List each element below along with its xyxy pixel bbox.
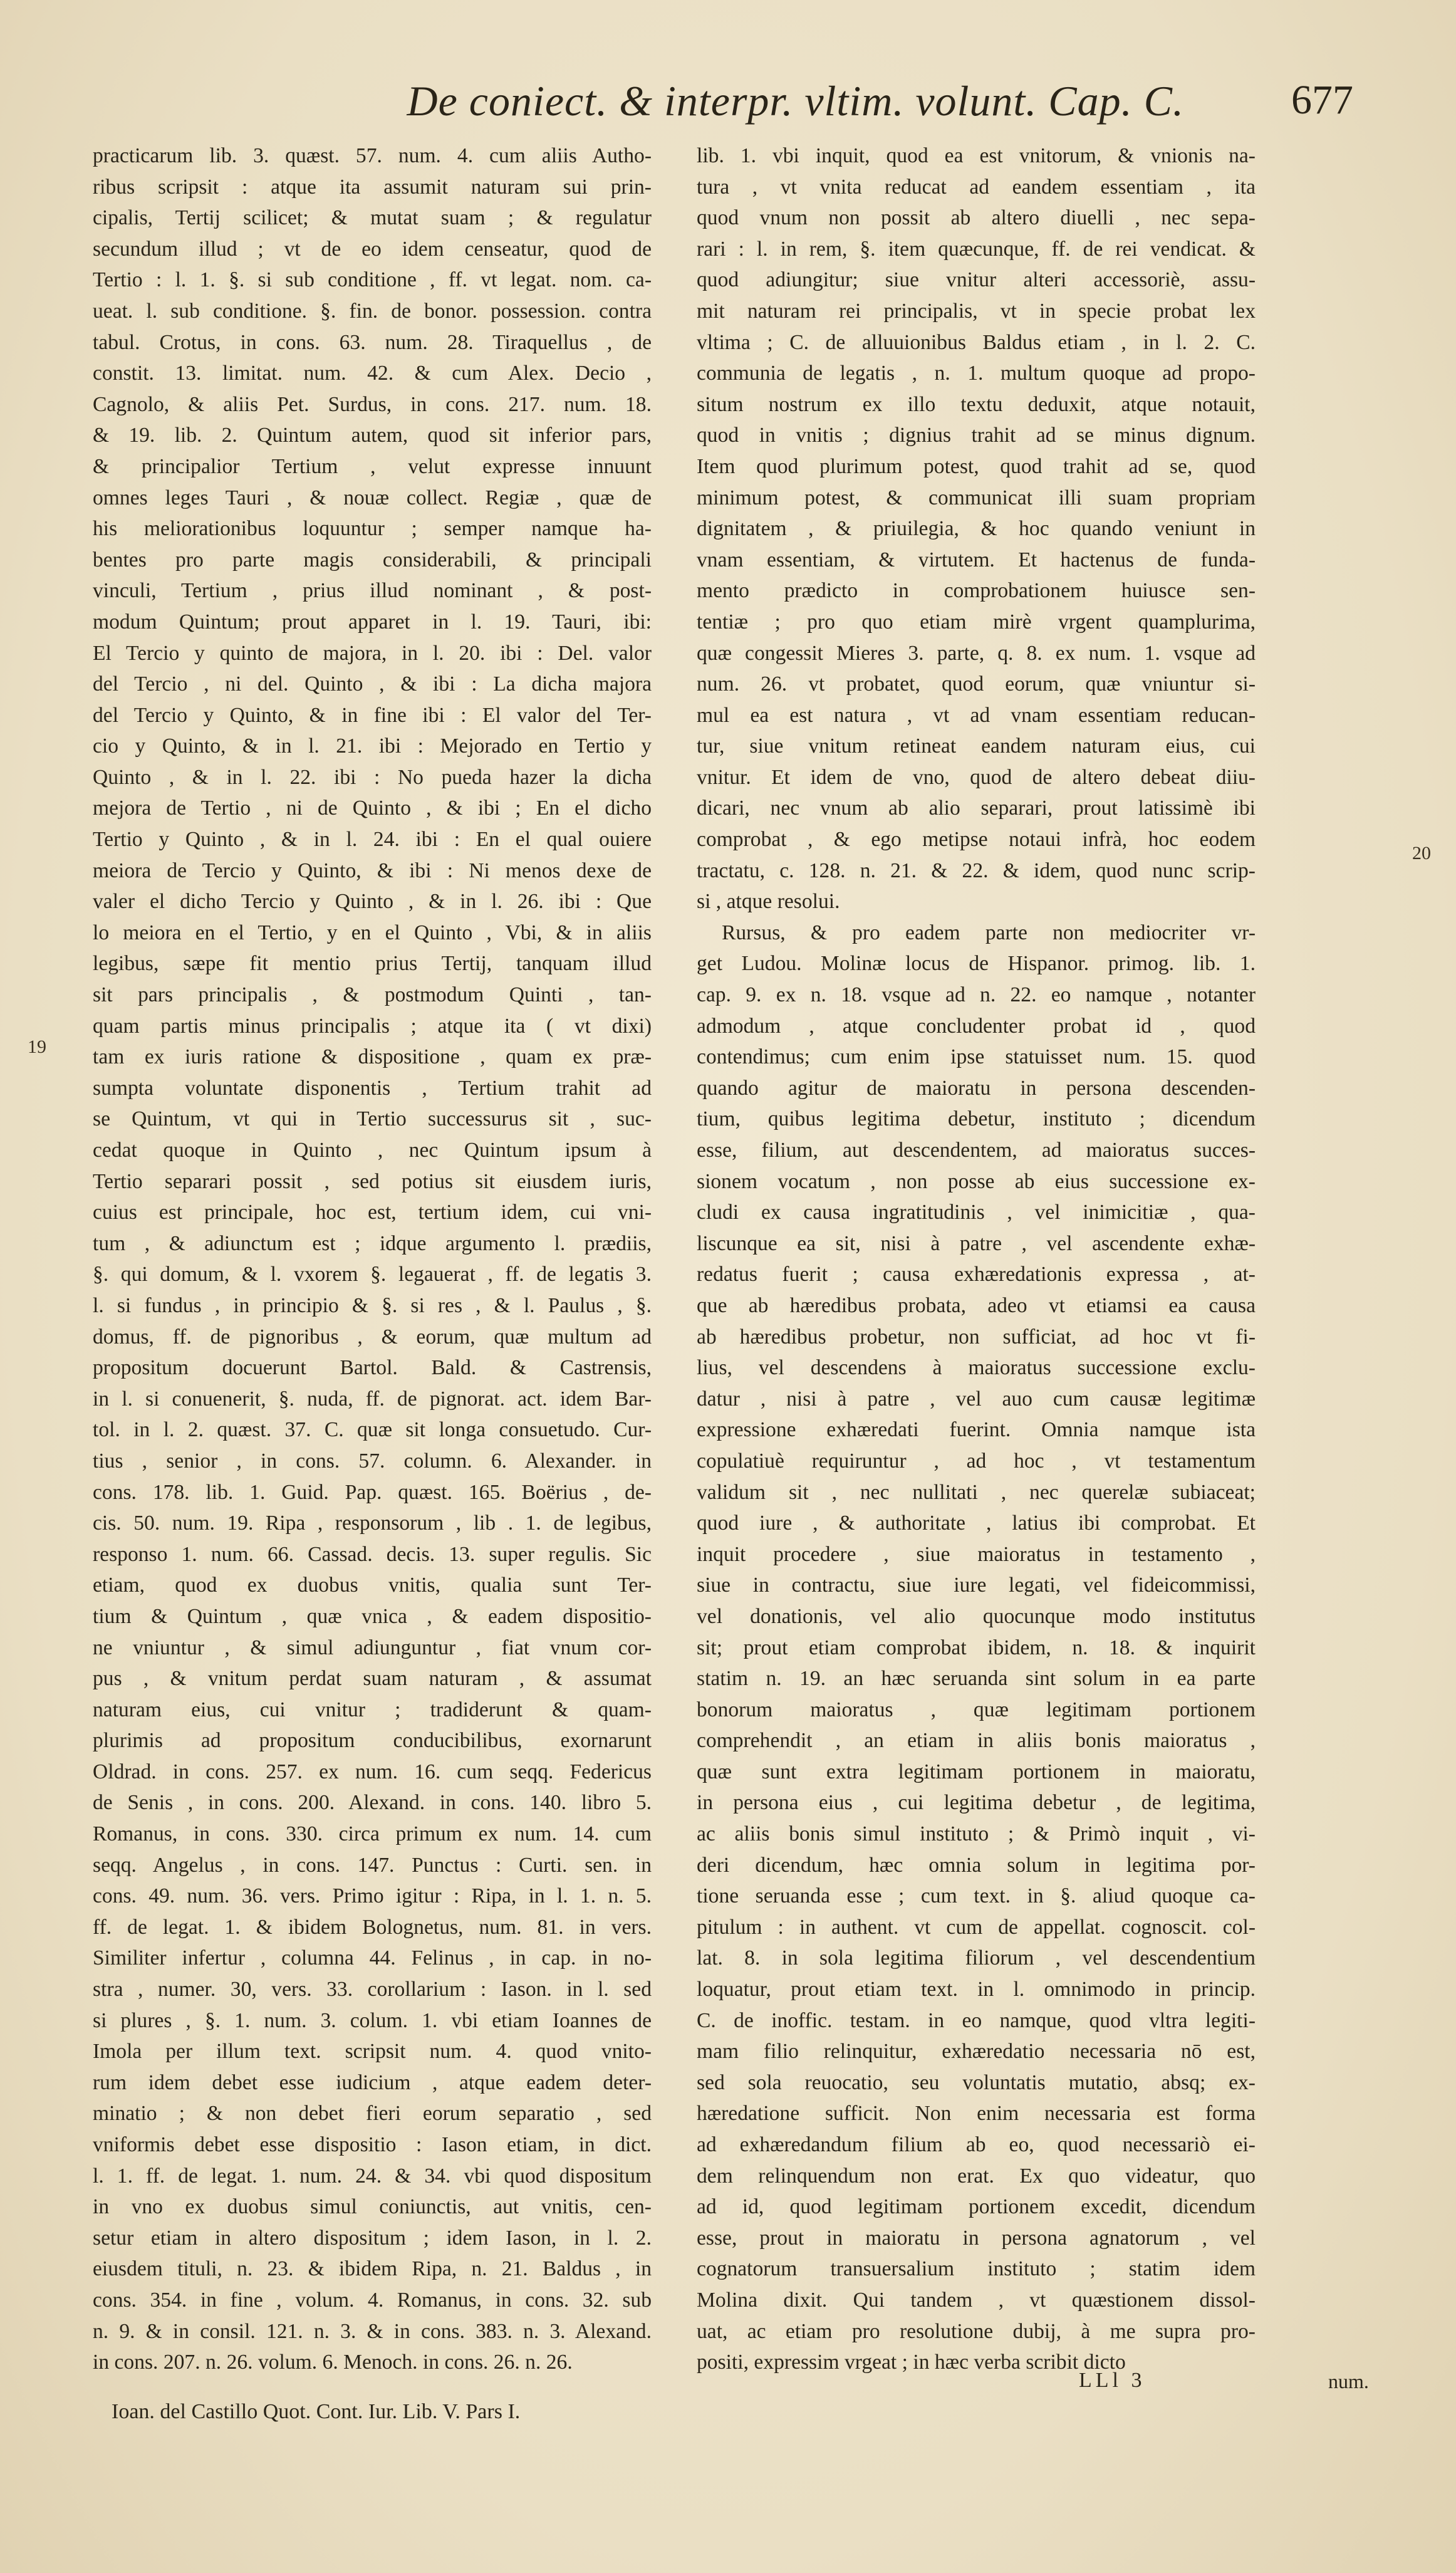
text-line: in cons. 207. n. 26. volum. 6. Menoch. in cons. 26. n. 26. xyxy=(93,2351,573,2374)
text-line: tura , vt vnita reducat ad eandem essentiam , ita xyxy=(697,175,1256,199)
text-line: esse, prout in maioratu in persona agnatorum , vel xyxy=(697,2226,1256,2250)
text-line: tium & Quintum , quæ vnica , & eadem dispositio- xyxy=(93,1604,652,1628)
text-line: ad exhæredandum filium ab eo, quod necessariò ei- xyxy=(697,2133,1256,2156)
text-line: ne vniuntur , & simul adiunguntur , fiat vnum cor- xyxy=(93,1636,652,1659)
text-line: ueat. l. sub conditione. §. fin. de bonor. possession. contra xyxy=(93,299,652,323)
margin-number-left: 19 xyxy=(28,1036,46,1057)
text-line: etiam, quod ex duobus vnitis, qualia sunt Ter- xyxy=(93,1574,652,1597)
text-line: stra , numer. 30, vers. 33. corollarium : Iason. in l. sed xyxy=(93,1978,652,2002)
text-line: si , atque resolui. xyxy=(697,890,840,914)
text-line: El Tercio y quinto de majora, in l. 20. ibi : Del. valor xyxy=(93,641,652,665)
text-line: constit. 13. limitat. num. 42. & cum Alex. Decio , xyxy=(93,362,652,385)
text-line: in vno ex duobus simul coniunctis, aut vnitis, cen- xyxy=(93,2195,652,2219)
text-line: & principalior Tertium , velut expresse innuunt xyxy=(93,454,652,478)
text-line: cio y Quinto, & in l. 21. ibi : Mejorado en Tertio y xyxy=(93,734,652,758)
page-number: 677 xyxy=(1291,77,1353,123)
text-line: §. qui domum, & l. vxorem §. legauerat , ff. de legatis 3. xyxy=(93,1263,652,1286)
text-line: ff. de legat. 1. & ibidem Bolognetus, num. 81. in vers. xyxy=(93,1915,652,1939)
text-line: sed sola reuocatio, seu voluntatis mutatio, absq; ex- xyxy=(697,2070,1256,2094)
text-line: quod in vnitis ; dignius trahit ad se minus dignum. xyxy=(697,424,1256,447)
text-line: cons. 49. num. 36. vers. Primo igitur : Ripa, in l. 1. n. 5. xyxy=(93,1884,652,1908)
text-line: Tertio : l. 1. §. si sub conditione , ff. vt legat. nom. ca- xyxy=(93,268,652,292)
text-line: n. 9. & in consil. 121. n. 3. & in cons. 383. n. 3. Alexand. xyxy=(93,2319,652,2343)
text-line: meiora de Tercio y Quinto, & ibi : Ni menos dexe de xyxy=(93,859,652,882)
text-line: vnitur. Et idem de vno, quod de altero debeat diiu- xyxy=(697,765,1256,789)
text-line: comprehendit , an etiam in aliis bonis maioratus , xyxy=(697,1729,1256,1753)
text-line: expressione exhæredati fuerint. Omnia namque ista xyxy=(697,1418,1256,1442)
text-line: quod vnum non possit ab altero diuelli , nec sepa- xyxy=(697,206,1256,230)
text-line: tentiæ ; pro quo etiam mirè vrgent quamplurima, xyxy=(697,610,1256,634)
text-line: cedat quoque in Quinto , nec Quintum ipsum à xyxy=(93,1139,652,1162)
text-line: l. si fundus , in principio & §. si res , & l. Paulus , §. xyxy=(93,1293,652,1317)
text-line: cludi ex causa ingratitudinis , vel inimicitiæ , qua- xyxy=(697,1201,1256,1224)
text-line: inquit procedere , siue maioratus in testamento , xyxy=(697,1542,1256,1566)
text-line: bentes pro parte magis considerabili, & principali xyxy=(93,548,652,571)
text-line: get Ludou. Molinæ locus de Hispanor. primog. lib. 1. xyxy=(697,952,1256,976)
text-line: Rursus, & pro eadem parte non mediocriter vr- xyxy=(722,921,1256,944)
text-line: mul ea est natura , vt ad vnam essentiam reducan- xyxy=(697,703,1256,727)
text-line: redatus fuerit ; causa exhæredationis expressa , at- xyxy=(697,1263,1256,1286)
margin-number-right: 20 xyxy=(1412,843,1431,864)
text-line: ab hæredibus probetur, non sufficiat, ad hoc vt fi- xyxy=(697,1325,1256,1349)
text-line: ac aliis bonis simul instituto ; & Primò inquit , vi- xyxy=(697,1822,1256,1846)
text-line: deri dicendum, hæc omnia solum in legitima por- xyxy=(697,1853,1256,1877)
text-line: quod iure , & authoritate , latius ibi comprobat. Et xyxy=(697,1511,1256,1535)
footer-running-title: Ioan. del Castillo Quot. Cont. Iur. Lib. V. Pars I. xyxy=(112,2400,521,2423)
text-line: dicari, nec vnum ab alio separari, prout latissimè ibi xyxy=(697,796,1256,820)
text-line: Item quod plurimum potest, quod trahit ad se, quod xyxy=(697,454,1256,478)
text-line: bonorum maioratus , quæ legitimam portionem xyxy=(697,1698,1256,1721)
text-line: comprobat , & ego metipse notaui infrà, hoc eodem xyxy=(697,828,1256,852)
text-line: eiusdem tituli, n. 23. & ibidem Ripa, n. 21. Baldus , in xyxy=(93,2257,652,2281)
text-line: rari : l. in rem, §. item quæcunque, ff. de rei vendicat. & xyxy=(697,237,1256,261)
text-line: quando agitur de maioratu in persona descenden- xyxy=(697,1076,1256,1100)
text-line: mit naturam rei principalis, vt in specie probat lex xyxy=(697,299,1256,323)
text-line: vnam essentiam, & virtutem. Et hactenus de funda- xyxy=(697,548,1256,571)
catchword: num. xyxy=(1328,2370,1369,2393)
text-line: domus, ff. de pignoribus , & eorum, quæ multum ad xyxy=(93,1325,652,1349)
text-line: sumpta voluntate disponentis , Tertium trahit ad xyxy=(93,1076,652,1100)
text-line: in persona eius , cui legitima debetur , de legitima, xyxy=(697,1791,1256,1815)
text-line: naturam eius, cui vnitur ; tradiderunt & quam- xyxy=(93,1698,652,1721)
text-line: plurimis ad propositum conducibilibus, exornarunt xyxy=(93,1729,652,1753)
text-line: vltima ; C. de alluuionibus Baldus etiam , in l. 2. C. xyxy=(697,330,1256,354)
text-line: quæ congessit Mieres 3. parte, q. 8. ex num. 1. vsque ad xyxy=(697,641,1256,665)
text-line: seqq. Angelus , in cons. 147. Punctus : Curti. sen. in xyxy=(93,1853,652,1877)
text-line: contendimus; cum enim ipse statuisset num. 15. quod xyxy=(697,1045,1256,1069)
text-line: siue in contractu, siue iure legati, vel fideicommissi, xyxy=(697,1574,1256,1597)
text-line: liscunque ea sit, nisi à patre , vel ascendente exhæ- xyxy=(697,1231,1256,1255)
text-line: Tertio y Quinto , & in l. 24. ibi : En el qual ouiere xyxy=(93,828,652,852)
text-line: secundum illud ; vt de eo idem censeatur, quod de xyxy=(93,237,652,261)
text-line: tum , & adiunctum est ; idque argumento l. prædiis, xyxy=(93,1231,652,1255)
text-line: copulatiuè requiruntur , ad hoc , vt testamentum xyxy=(697,1449,1256,1473)
text-line: dignitatem , & priuilegia, & hoc quando veniunt in xyxy=(697,517,1256,541)
text-line: tius , senior , in cons. 57. column. 6. Alexander. in xyxy=(93,1449,652,1473)
text-line: l. 1. ff. de legat. 1. num. 24. & 34. vbi quod dispositum xyxy=(93,2164,652,2188)
text-line: vniformis debet esse dispositio : Iason etiam, in dict. xyxy=(93,2133,652,2156)
text-line: ribus scripsit : atque ita assumit naturam sui prin- xyxy=(93,175,652,199)
text-line: vel donationis, vel alio quocunque modo institutus xyxy=(697,1604,1256,1628)
text-line: cons. 178. lib. 1. Guid. Pap. quæst. 165. Boërius , de- xyxy=(93,1480,652,1504)
text-line: responso 1. num. 66. Cassad. decis. 13. super regulis. Sic xyxy=(93,1542,652,1566)
text-line: mento prædicto in comprobationem huiusce sen- xyxy=(697,579,1256,603)
text-line: minatio ; & non debet fieri eorum separatio , sed xyxy=(93,2102,652,2126)
text-line: cons. 354. in fine , volum. 4. Romanus, in cons. 32. sub xyxy=(93,2288,652,2312)
text-line: Romanus, in cons. 330. circa primum ex num. 14. cum xyxy=(93,1822,652,1846)
text-line: tractatu, c. 128. n. 21. & 22. & idem, quod nunc scrip- xyxy=(697,859,1256,882)
text-line: setur etiam in altero dispositum ; idem Iason, in l. 2. xyxy=(93,2226,652,2250)
running-head-title: De coniect. & interpr. vltim. volunt. Cap. C. xyxy=(407,77,1184,125)
text-line: quæ sunt extra legitimam portionem in maioratu, xyxy=(697,1760,1256,1783)
text-line: valer el dicho Tercio y Quinto , & in l. 26. ibi : Que xyxy=(93,890,652,914)
text-line: cap. 9. ex n. 18. vsque ad n. 22. eo namque , notanter xyxy=(697,983,1256,1007)
text-line: omnes leges Tauri , & nouæ collect. Regiæ , quæ de xyxy=(93,486,652,509)
text-line: vinculi, Tertium , prius illud nominant , & post- xyxy=(93,579,652,603)
text-line: tium, quibus legitima debetur, instituto ; dicendum xyxy=(697,1107,1256,1131)
text-line: cis. 50. num. 19. Ripa , responsorum , lib . 1. de legibus, xyxy=(93,1511,652,1535)
text-line: sit; prout etiam comprobat ibidem, n. 18. & inquirit xyxy=(697,1636,1256,1659)
text-line: positi, expressim vrgeat ; in hæc verba scribit dicto xyxy=(697,2351,1126,2374)
text-line: admodum , atque concludenter probat id , quod xyxy=(697,1014,1256,1038)
text-line: lius, vel descendens à maioratus successione exclu- xyxy=(697,1356,1256,1380)
text-line: del Tercio , ni del. Quinto , & ibi : La dicha majora xyxy=(93,672,652,696)
text-line: Similiter infertur , columna 44. Felinus , in cap. in no- xyxy=(93,1946,652,1970)
text-line: tione seruanda esse ; cum text. in §. aliud quoque ca- xyxy=(697,1884,1256,1908)
text-line: ad id, quod legitimam portionem excedit, dicendum xyxy=(697,2195,1256,2219)
text-line: Quinto , & in l. 22. ibi : No pueda hazer la dicha xyxy=(93,765,652,789)
text-line: se Quintum, vt qui in Tertio successurus sit , suc- xyxy=(93,1107,652,1131)
text-line: si plures , §. 1. num. 3. colum. 1. vbi etiam Ioannes de xyxy=(93,2008,652,2032)
text-line: de Senis , in cons. 200. Alexand. in cons. 140. libro 5. xyxy=(93,1791,652,1815)
text-line: mejora de Tertio , ni de Quinto , & ibi ; En el dicho xyxy=(93,796,652,820)
text-line: lo meiora en el Tertio, y en el Quinto , Vbi, & in aliis xyxy=(93,921,652,944)
text-line: lib. 1. vbi inquit, quod ea est vnitorum, & vnionis na- xyxy=(697,144,1256,167)
right-text-column xyxy=(697,140,1256,2374)
text-line: pus , & vnitum perdat suam naturam , & assumat xyxy=(93,1667,652,1691)
text-line: que ab hæredibus probata, adeo vt etiamsi ea causa xyxy=(697,1293,1256,1317)
signature-mark: LLl 3 xyxy=(1079,2369,1146,2392)
text-line: del Tercio y Quinto, & in fine ibi : El valor del Ter- xyxy=(93,703,652,727)
text-line: cuius est principale, hoc est, tertium idem, cui vni- xyxy=(93,1201,652,1224)
text-line: esse, filium, aut descendentem, ad maioratus succes- xyxy=(697,1139,1256,1162)
text-line: tabul. Crotus, in cons. 63. num. 28. Tiraquellus , de xyxy=(93,330,652,354)
text-line: propositum docuerunt Bartol. Bald. & Castrensis, xyxy=(93,1356,652,1380)
text-line: & 19. lib. 2. Quintum autem, quod sit inferior pars, xyxy=(93,424,652,447)
running-head xyxy=(276,74,1403,143)
left-text-column xyxy=(93,140,652,2522)
text-line: Imola per illum text. scripsit num. 4. quod vnito- xyxy=(93,2040,652,2064)
text-line: legibus, sæpe fit mentio prius Tertij, tanquam illud xyxy=(93,952,652,976)
text-line: Tertio separari possit , sed potius sit eiusdem iuris, xyxy=(93,1169,652,1193)
text-line: mam filio relinquitur, exhæredatio necessaria nō est, xyxy=(697,2040,1256,2064)
text-line: statim n. 19. an hæc seruanda sint solum in ea parte xyxy=(697,1667,1256,1691)
text-line: minimum potest, & communicat illi suam propriam xyxy=(697,486,1256,509)
text-line: dem relinquendum non erat. Ex quo videatur, quo xyxy=(697,2164,1256,2188)
text-line: Cagnolo, & aliis Pet. Surdus, in cons. 217. num. 18. xyxy=(93,392,652,416)
text-line: modum Quintum; prout apparet in l. 19. Tauri, ibi: xyxy=(93,610,652,634)
text-line: tol. in l. 2. quæst. 37. C. quæ sit longa consuetudo. Cur- xyxy=(93,1418,652,1442)
text-line: Oldrad. in cons. 257. ex num. 16. cum seqq. Federicus xyxy=(93,1760,652,1783)
text-line: sionem vocatum , non posse ab eius successione ex- xyxy=(697,1169,1256,1193)
text-line: validum sit , nec nullitati , nec querelæ subiaceat; xyxy=(697,1480,1256,1504)
text-line: practicarum lib. 3. quæst. 57. num. 4. cum aliis Autho- xyxy=(93,144,652,167)
text-line: num. 26. vt probatet, quod eorum, quæ vniuntur si- xyxy=(697,672,1256,696)
text-line: uat, ac etiam pro resolutione dubij, à me supra pro- xyxy=(697,2319,1256,2343)
text-line: lat. 8. in sola legitima filiorum , vel descendentium xyxy=(697,1946,1256,1970)
text-line: quod adiungitur; siue vnitur alteri accessoriè, assu- xyxy=(697,268,1256,292)
text-line: tur, siue vnitum retineat eandem naturam eius, cui xyxy=(697,734,1256,758)
text-line: tam ex iuris ratione & dispositione , quam ex præ- xyxy=(93,1045,652,1069)
text-line: situm nostrum ex illo textu deduxit, atque notauit, xyxy=(697,392,1256,416)
text-line: pitulum : in authent. vt cum de appellat. cognoscit. col- xyxy=(697,1915,1256,1939)
text-line: in l. si conuenerit, §. nuda, ff. de pignorat. act. idem Bar- xyxy=(93,1387,652,1411)
text-line: rum idem debet esse iudicium , atque eadem deter- xyxy=(93,2070,652,2094)
text-line: sit pars principalis , & postmodum Quinti , tan- xyxy=(93,983,652,1007)
text-line: Molina dixit. Qui tandem , vt quæstionem dissol- xyxy=(697,2288,1256,2312)
text-line: communia de legatis , n. 1. multum quoque ad propo- xyxy=(697,362,1256,385)
text-line: loquatur, prout etiam text. in l. omnimodo in princip. xyxy=(697,1978,1256,2002)
text-line: datur , nisi à patre , vel auo cum causæ legitimæ xyxy=(697,1387,1256,1411)
text-line: cognatorum transuersalium instituto ; statim idem xyxy=(697,2257,1256,2281)
text-line: his meliorationibus loquuntur ; semper namque ha- xyxy=(93,517,652,541)
text-line: cipalis, Tertij scilicet; & mutat suam ; & regulatur xyxy=(93,206,652,230)
text-line: hæredatione sufficit. Non enim necessaria est forma xyxy=(697,2102,1256,2126)
text-line: C. de inoffic. testam. in eo namque, quod vltra legiti- xyxy=(697,2008,1256,2032)
text-line: quam partis minus principalis ; atque ita ( vt dixi) xyxy=(93,1014,652,1038)
